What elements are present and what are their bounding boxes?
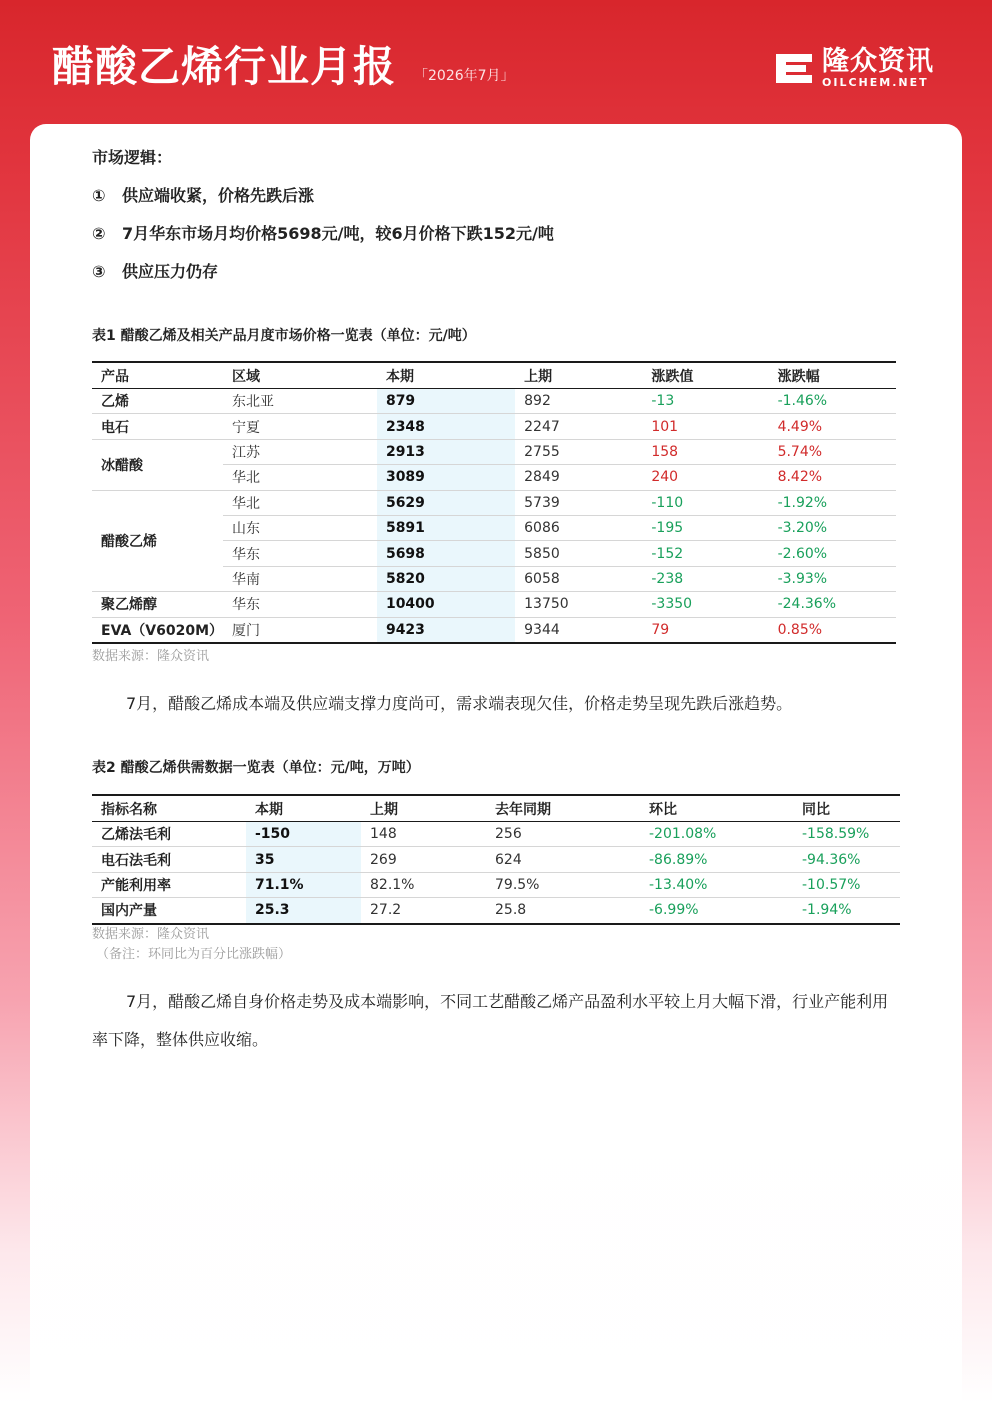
previous-price-cell: 2247 [515, 414, 642, 439]
column-header: 环比 [640, 795, 793, 822]
table-row [92, 872, 900, 897]
region-cell: 华东 [223, 541, 377, 566]
change-percent-cell: -1.46% [769, 389, 896, 414]
product-cell: 醋酸乙烯 [92, 490, 223, 592]
previous-value-cell: 82.1% [361, 872, 486, 897]
current-price-cell: 3089 [377, 465, 515, 490]
yoy-change-cell: -94.36% [793, 847, 900, 872]
logic-point-2 [92, 224, 554, 244]
oilchem-logo-icon [772, 48, 816, 88]
point-number: ② [92, 224, 106, 243]
region-cell: 江苏 [223, 439, 377, 464]
report-header [0, 0, 992, 124]
table-header-row [92, 795, 900, 822]
yoy-change-cell: -158.59% [793, 822, 900, 847]
region-cell: 厦门 [223, 617, 377, 643]
change-value-cell: 101 [642, 414, 768, 439]
change-value-cell: 79 [642, 617, 768, 643]
product-cell: 冰醋酸 [92, 439, 223, 490]
column-header: 涨跌值 [642, 362, 768, 389]
change-percent-cell: 5.74% [769, 439, 896, 464]
table2-note: （备注：环同比为百分比涨跌幅） [96, 947, 292, 962]
previous-value-cell: 269 [361, 847, 486, 872]
product-cell: 聚乙烯醇 [92, 592, 223, 617]
change-value-cell: -195 [642, 515, 768, 540]
change-value-cell: 240 [642, 465, 768, 490]
region-cell: 华北 [223, 490, 377, 515]
change-percent-cell: 4.49% [769, 414, 896, 439]
region-cell: 华南 [223, 566, 377, 591]
current-price-cell: 2913 [377, 439, 515, 464]
market-logic-heading: 市场逻辑： [92, 148, 173, 167]
previous-value-cell: 27.2 [361, 898, 486, 924]
previous-value-cell: 148 [361, 822, 486, 847]
column-header: 上期 [361, 795, 486, 822]
current-price-cell: 10400 [377, 592, 515, 617]
logic-point-3 [92, 262, 218, 282]
column-header: 同比 [793, 795, 900, 822]
point-number: ③ [92, 262, 106, 281]
logo-chinese-text: 隆众资讯 [822, 46, 934, 77]
current-value-cell: -150 [246, 822, 361, 847]
report-body [30, 124, 962, 1403]
mom-change-cell: -86.89% [640, 847, 793, 872]
previous-price-cell: 6086 [515, 515, 642, 540]
logic-point-1 [92, 186, 314, 206]
current-price-cell: 9423 [377, 617, 515, 643]
previous-price-cell: 2755 [515, 439, 642, 464]
oilchem-logo [772, 46, 942, 94]
report-date: 「2026年7月」 [414, 68, 515, 84]
current-value-cell: 71.1% [246, 872, 361, 897]
region-cell: 东北亚 [223, 389, 377, 414]
region-cell: 华北 [223, 465, 377, 490]
previous-price-cell: 9344 [515, 617, 642, 643]
previous-price-cell: 6058 [515, 566, 642, 591]
point-text: 7月华东市场月均价格5698元/吨，较6月价格下跌152元/吨 [122, 224, 554, 243]
table-row [92, 389, 896, 414]
previous-price-cell: 892 [515, 389, 642, 414]
previous-price-cell: 13750 [515, 592, 642, 617]
product-cell: 电石 [92, 414, 223, 439]
region-cell: 宁夏 [223, 414, 377, 439]
change-value-cell: 158 [642, 439, 768, 464]
table2-source: 数据来源：隆众资讯 [92, 927, 210, 942]
current-price-cell: 5820 [377, 566, 515, 591]
product-cell: 乙烯 [92, 389, 223, 414]
last-year-value-cell: 79.5% [486, 872, 640, 897]
change-value-cell: -238 [642, 566, 768, 591]
yoy-change-cell: -1.94% [793, 898, 900, 924]
previous-price-cell: 5850 [515, 541, 642, 566]
column-header: 产品 [92, 362, 223, 389]
current-price-cell: 5891 [377, 515, 515, 540]
table-row [92, 592, 896, 617]
yoy-change-cell: -10.57% [793, 872, 900, 897]
change-percent-cell: 8.42% [769, 465, 896, 490]
change-value-cell: -152 [642, 541, 768, 566]
previous-price-cell: 2849 [515, 465, 642, 490]
table-header-row [92, 362, 896, 389]
table-row [92, 490, 896, 515]
current-value-cell: 25.3 [246, 898, 361, 924]
change-value-cell: -110 [642, 490, 768, 515]
point-text: 供应压力仍存 [122, 262, 219, 281]
table2-caption: 表2 醋酸乙烯供需数据一览表（单位：元/吨，万吨） [92, 760, 420, 776]
change-percent-cell: -3.93% [769, 566, 896, 591]
supply-demand-table [92, 794, 900, 925]
table-row [92, 439, 896, 464]
region-cell: 华东 [223, 592, 377, 617]
previous-price-cell: 5739 [515, 490, 642, 515]
last-year-value-cell: 256 [486, 822, 640, 847]
product-cell: EVA（V6020M） [92, 617, 223, 643]
indicator-name-cell: 乙烯法毛利 [92, 822, 246, 847]
change-percent-cell: -2.60% [769, 541, 896, 566]
indicator-name-cell: 国内产量 [92, 898, 246, 924]
price-table [92, 361, 896, 644]
current-price-cell: 2348 [377, 414, 515, 439]
table1-source: 数据来源：隆众资讯 [92, 649, 210, 664]
column-header: 涨跌幅 [769, 362, 896, 389]
table-row [92, 414, 896, 439]
point-number: ① [92, 186, 106, 205]
column-header: 上期 [515, 362, 642, 389]
table1-caption: 表1 醋酸乙烯及相关产品月度市场价格一览表（单位：元/吨） [92, 328, 476, 344]
table-row [92, 898, 900, 924]
column-header: 区域 [223, 362, 377, 389]
mom-change-cell: -201.08% [640, 822, 793, 847]
current-price-cell: 5629 [377, 490, 515, 515]
column-header: 指标名称 [92, 795, 246, 822]
paragraph-supply-summary: 7月，醋酸乙烯自身价格走势及成本端影响，不同工艺醋酸乙烯产品盈利水平较上月大幅下滑，行业产能利用率下降，整体供应收缩。 [92, 992, 889, 1049]
mom-change-cell: -13.40% [640, 872, 793, 897]
column-header: 去年同期 [486, 795, 640, 822]
column-header: 本期 [246, 795, 361, 822]
table-row [92, 617, 896, 643]
change-value-cell: -3350 [642, 592, 768, 617]
current-price-cell: 879 [377, 389, 515, 414]
indicator-name-cell: 产能利用率 [92, 872, 246, 897]
table-row [92, 822, 900, 847]
change-percent-cell: -1.92% [769, 490, 896, 515]
mom-change-cell: -6.99% [640, 898, 793, 924]
change-percent-cell: -3.20% [769, 515, 896, 540]
region-cell: 山东 [223, 515, 377, 540]
change-value-cell: -13 [642, 389, 768, 414]
current-price-cell: 5698 [377, 541, 515, 566]
table-row [92, 847, 900, 872]
last-year-value-cell: 25.8 [486, 898, 640, 924]
report-title: 醋酸乙烯行业月报 [52, 42, 397, 91]
indicator-name-cell: 电石法毛利 [92, 847, 246, 872]
logo-english-text: OILCHEM.NET [822, 76, 929, 89]
column-header: 本期 [377, 362, 515, 389]
change-percent-cell: -24.36% [769, 592, 896, 617]
current-value-cell: 35 [246, 847, 361, 872]
last-year-value-cell: 624 [486, 847, 640, 872]
point-text: 供应端收紧，价格先跌后涨 [122, 186, 315, 205]
change-percent-cell: 0.85% [769, 617, 896, 643]
paragraph-price-summary: 7月，醋酸乙烯成本端及供应端支撑力度尚可，需求端表现欠佳，价格走势呈现先跌后涨趋势。 [126, 694, 793, 713]
